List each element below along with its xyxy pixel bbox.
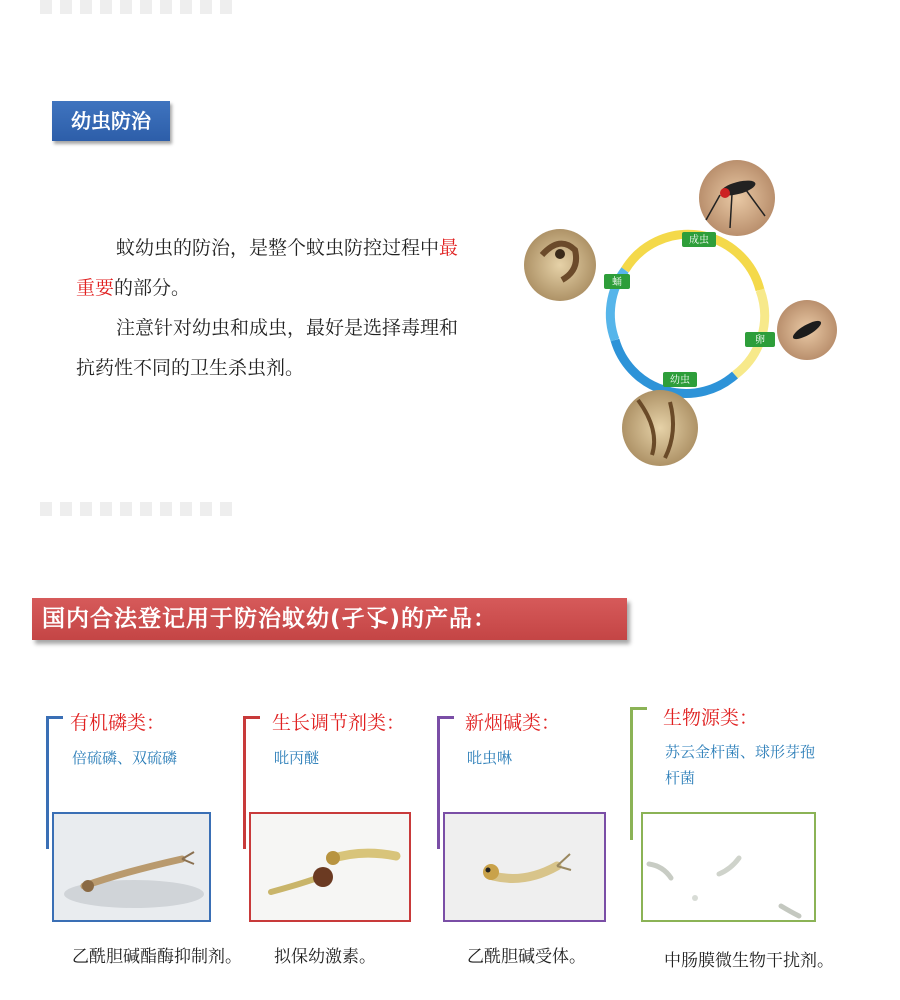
larva-image-1	[54, 814, 209, 920]
section-tag-larva-control: 幼虫防治	[52, 101, 170, 141]
category-items-biological-line1: 苏云金杆菌、球形芽孢	[665, 743, 816, 761]
pupa-photo	[524, 229, 596, 301]
photo-organophosphate	[52, 812, 211, 922]
photo-neonicotinoid	[443, 812, 606, 922]
label-egg	[745, 332, 775, 347]
intro-p1-emphasis: 最重要	[76, 237, 459, 299]
caption-neonicotinoid: 乙酰胆碱受体。	[467, 947, 586, 967]
photo-biological	[641, 812, 816, 922]
label-adult	[682, 232, 716, 247]
label-adult-text: 成虫	[689, 235, 709, 246]
category-items-neonicotinoid: 吡虫啉	[467, 749, 513, 767]
label-larva-text: 幼虫	[670, 375, 690, 386]
larva-photo	[622, 390, 698, 466]
category-title-organophosphate: 有机磷类：	[70, 712, 166, 734]
egg-photo	[777, 300, 837, 360]
intro-paragraph-1	[76, 228, 476, 308]
products-banner: 国内合法登记用于防治蚊幼(孑孓)的产品：	[32, 598, 627, 640]
label-egg-text: 卵	[755, 335, 765, 346]
category-items-biological-line2: 杆菌	[665, 769, 696, 787]
larva-image-4	[643, 814, 814, 920]
intro-p1-b: 的部分。	[114, 277, 191, 299]
caption-organophosphate: 乙酰胆碱酯酶抑制剂。	[72, 947, 242, 967]
category-items-growth-regulator: 吡丙醚	[274, 749, 320, 767]
photo-growth-regulator	[249, 812, 411, 922]
label-larva	[663, 372, 697, 387]
adult-mosquito-photo	[699, 160, 775, 236]
caption-biological: 中肠膜微生物干扰剂。	[664, 951, 834, 971]
category-items-organophosphate: 倍硫磷、双硫磷	[72, 749, 178, 767]
category-title-neonicotinoid: 新烟碱类：	[465, 712, 561, 734]
label-pupa-text: 蛹	[612, 277, 622, 288]
intro-p1-a: 蚊幼虫的防治，是整个蚊虫防控过程中	[116, 237, 440, 259]
larva-image-3	[445, 814, 604, 920]
faint-divider-row	[40, 502, 240, 516]
category-items-biological	[665, 739, 815, 791]
label-pupa	[604, 274, 630, 289]
category-title-growth-regulator: 生长调节剂类：	[272, 712, 406, 734]
larva-image-2	[251, 814, 409, 920]
intro-paragraph-2: 注意针对幼虫和成虫，最好是选择毒理和抗药性不同的卫生杀虫剂。	[76, 317, 459, 379]
faint-header-row	[40, 0, 240, 14]
mosquito-life-cycle-diagram	[520, 150, 850, 470]
category-title-biological: 生物源类：	[663, 707, 759, 729]
caption-growth-regulator: 拟保幼激素。	[274, 947, 376, 967]
intro-text	[76, 228, 476, 388]
